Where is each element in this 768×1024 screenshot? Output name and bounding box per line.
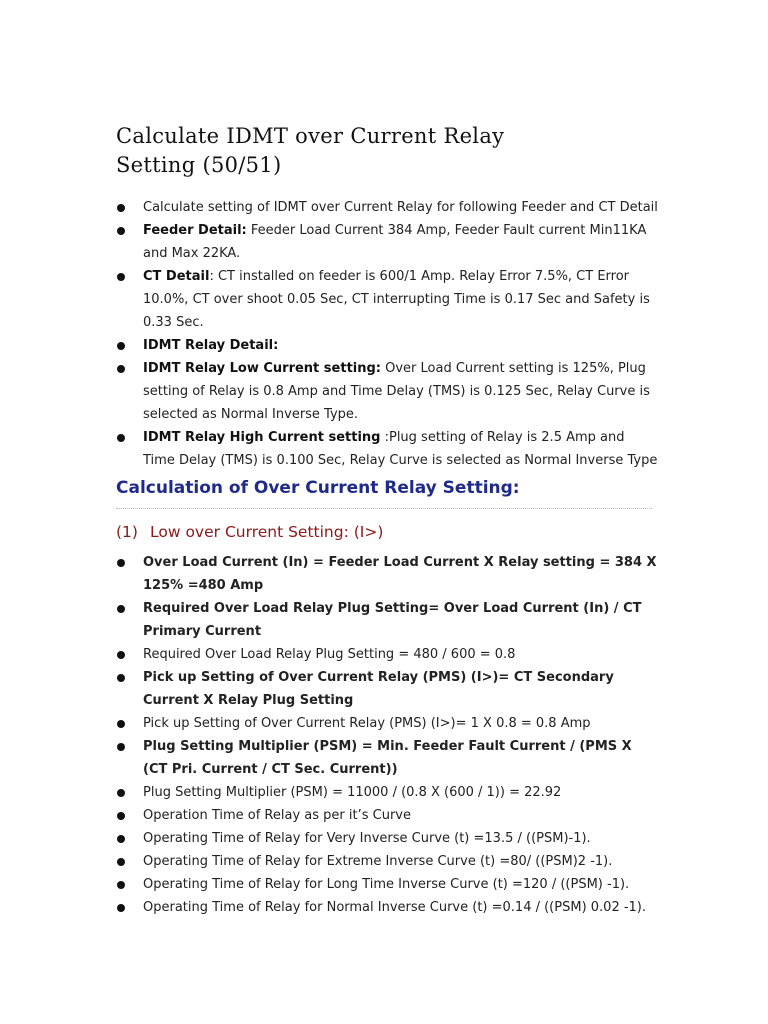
- bullet-icon: [117, 651, 125, 659]
- list-item: [0, 597, 768, 643]
- bullet-icon: [117, 559, 125, 567]
- bullet-icon: [117, 835, 125, 843]
- bullet-icon: [117, 273, 125, 281]
- section-heading: Calculation of Over Current Relay Setting:: [116, 478, 520, 498]
- item-text: : CT installed on feeder is 600/1 Amp. Relay Error 7.5%, CT Error 10.0%, CT over shoot 0.05 Sec, CT interrupting Time is 0.17 Sec and Safety is 0.33 Sec.: [143, 269, 650, 330]
- item-text: Operating Time of Relay for Long Time Inverse Curve (t) =120 / ((PSM) -1).: [143, 877, 630, 892]
- list-item: [0, 896, 768, 919]
- list-item: [0, 712, 768, 735]
- item-text: Required Over Load Relay Plug Setting = 480 / 600 = 0.8: [143, 647, 516, 662]
- list-item: [0, 357, 768, 426]
- item-text: Operating Time of Relay for Normal Inverse Curve (t) =0.14 / ((PSM) 0.02 -1).: [143, 900, 647, 915]
- title-line-1: Calculate IDMT over Current Relay: [116, 124, 505, 148]
- item-text: Operation Time of Relay as per it’s Curve: [143, 808, 411, 823]
- bullet-icon: [117, 434, 125, 442]
- item-text: Feeder Load Current 384 Amp, Feeder Fault current Min11KA and Max 22KA.: [143, 223, 647, 261]
- item-label: IDMT Relay Low Current setting:: [143, 361, 381, 376]
- item-text: Over Load Current (In) = Feeder Load Current X Relay setting = 384 X 125% =480 Amp: [143, 555, 657, 593]
- intro-bullet-list: [0, 196, 768, 472]
- bullet-icon: [117, 812, 125, 820]
- bullet-icon: [117, 605, 125, 613]
- list-item: [0, 827, 768, 850]
- title-line-2: Setting (50/51): [116, 153, 282, 177]
- list-item: [0, 643, 768, 666]
- bullet-icon: [117, 674, 125, 682]
- item-text: Plug Setting Multiplier (PSM) = 11000 / (0.8 X (600 / 1)) = 22.92: [143, 785, 562, 800]
- item-label: CT Detail: [143, 269, 210, 284]
- item-text: Calculate setting of IDMT over Current Relay for following Feeder and CT Detail: [143, 200, 658, 215]
- list-item: [0, 265, 768, 334]
- bullet-icon: [117, 365, 125, 373]
- bullet-icon: [117, 204, 125, 212]
- item-label: IDMT Relay Detail:: [143, 338, 279, 353]
- subsection-number: (1): [116, 523, 138, 541]
- item-text: Over Load Current setting is 125%, Plug setting of Relay is 0.8 Amp and Time Delay (TMS) is 0.125 Sec, Relay Curve is selected as Normal Inverse Type.: [143, 361, 650, 422]
- calculation-bullet-list: [0, 551, 768, 919]
- list-item: [0, 666, 768, 712]
- list-item: [0, 781, 768, 804]
- item-text: Operating Time of Relay for Extreme Inverse Curve (t) =80/ ((PSM)2 -1).: [143, 854, 613, 869]
- list-item: [0, 804, 768, 827]
- bullet-icon: [117, 720, 125, 728]
- list-item: [0, 735, 768, 781]
- list-item: [0, 219, 768, 265]
- item-text: Required Over Load Relay Plug Setting= Over Load Current (In) / CT Primary Current: [143, 601, 642, 639]
- list-item: [0, 426, 768, 472]
- bullet-icon: [117, 904, 125, 912]
- item-text: Pick up Setting of Over Current Relay (PMS) (I>)= 1 X 0.8 = 0.8 Amp: [143, 716, 591, 731]
- bullet-icon: [117, 789, 125, 797]
- list-item: [0, 196, 768, 219]
- subsection-heading: [116, 523, 383, 541]
- bullet-icon: [117, 881, 125, 889]
- list-item: [0, 850, 768, 873]
- list-item: [0, 873, 768, 896]
- dotted-divider: [116, 508, 652, 509]
- bullet-icon: [117, 743, 125, 751]
- item-text: :Plug setting of Relay is 2.5 Amp and Time Delay (TMS) is 0.100 Sec, Relay Curve is selected as Normal Inverse Type: [143, 430, 658, 468]
- list-item: [0, 334, 768, 357]
- bullet-icon: [117, 342, 125, 350]
- page-title: [116, 122, 676, 180]
- item-text: Operating Time of Relay for Very Inverse Curve (t) =13.5 / ((PSM)-1).: [143, 831, 591, 846]
- item-text: Pick up Setting of Over Current Relay (PMS) (I>)= CT Secondary Current X Relay Plug Setting: [143, 670, 614, 708]
- subsection-title: Low over Current Setting: (I>): [150, 523, 384, 541]
- bullet-icon: [117, 227, 125, 235]
- item-label: IDMT Relay High Current setting: [143, 430, 381, 445]
- item-label: Feeder Detail:: [143, 223, 247, 238]
- bullet-icon: [117, 858, 125, 866]
- item-text: Plug Setting Multiplier (PSM) = Min. Feeder Fault Current / (PMS X (CT Pri. Current / CT Sec. Current)): [143, 739, 632, 777]
- list-item: [0, 551, 768, 597]
